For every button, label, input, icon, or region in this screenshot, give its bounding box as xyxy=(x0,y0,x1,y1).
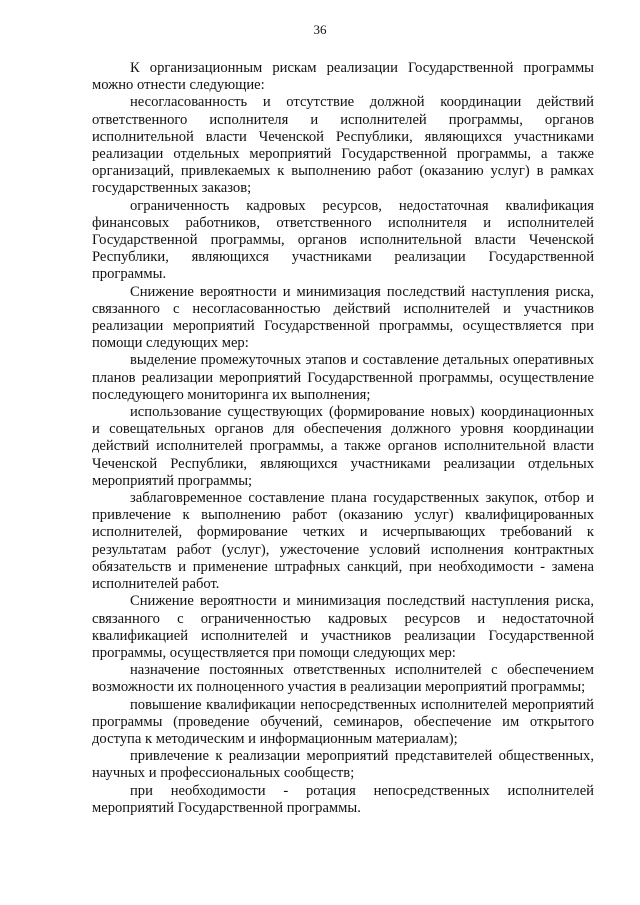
paragraph-measure-rotation: при необходимости - ротация непосредственных исполнителей мероприятий Государственной программы. xyxy=(92,782,594,816)
paragraph-measure-stages: выделение промежуточных этапов и составление детальных оперативных планов реализации мероприятий Государственной программы, осуществление последующего мониторинга их выполнения; xyxy=(92,352,594,403)
page-number: 36 xyxy=(313,22,327,37)
paragraph-measure-appointment: назначение постоянных ответственных исполнителей с обеспечением возможности их полноценного участия в реализации мероприятий программы; xyxy=(92,662,594,696)
body-text xyxy=(92,60,594,817)
paragraph-measure-training: повышение квалификации непосредственных исполнителей мероприятий программы (проведение обучений, семинаров, обеспечение им открытого доступа к методическим и информационным материалам); xyxy=(92,696,594,747)
paragraph-measure-communities: привлечение к реализации мероприятий представителей общественных, научных и профессиональных сообществ; xyxy=(92,748,594,782)
paragraph-measure-bodies: использование существующих (формирование новых) координационных и совещательных органов для обеспечения должного уровня координации действий исполнителей программы, а также органов исполнительной власти Чеченской Республики, являющихся участниками реализации отдельных мероприятий программы; xyxy=(92,404,594,489)
paragraph-risk-coordination: несогласованность и отсутствие должной координации действий ответственного исполнителя и исполнителей программы, органов исполнительной власти Чеченской Республики, являющихся участниками реализации отдельных мероприятий Государственной программы, а также организаций, привлекаемых к выполнению работ (оказанию услуг) в рамках государственных заказов; xyxy=(92,94,594,197)
paragraph-mitigation-coordination: Снижение вероятности и минимизация последствий наступления риска, связанного с несогласованностью действий исполнителей и участников реализации мероприятий Государственной программы, осуществляется при помощи следующих мер: xyxy=(92,283,594,352)
paragraph-mitigation-staff: Снижение вероятности и минимизация последствий наступления риска, связанного с ограниченностью кадровых ресурсов и недостаточной квалификацией исполнителей и участников реализации Государственной программы, осуществляется при помощи следующих мер: xyxy=(92,593,594,661)
paragraph-intro: К организационным рискам реализации Государственной программы можно отнести следующие: xyxy=(92,60,594,94)
paragraph-measure-procurement: заблаговременное составление плана государственных закупок, отбор и привлечение к выполнению работ (оказанию услуг) квалифицированных исполнителей, формирование четких и исчерпывающих требований к результатам работ (услуг), ужесточение условий исполнения контрактных обязательств и применение штрафных санкций, при необходимости - замена исполнителей работ. xyxy=(92,490,594,593)
paragraph-risk-staff: ограниченность кадровых ресурсов, недостаточная квалификация финансовых работников, ответственного исполнителя и исполнителей Государственной программы, органов исполнительной власти Чеченской Республики, являющихся участниками реализации Государственной программы. xyxy=(92,197,594,283)
